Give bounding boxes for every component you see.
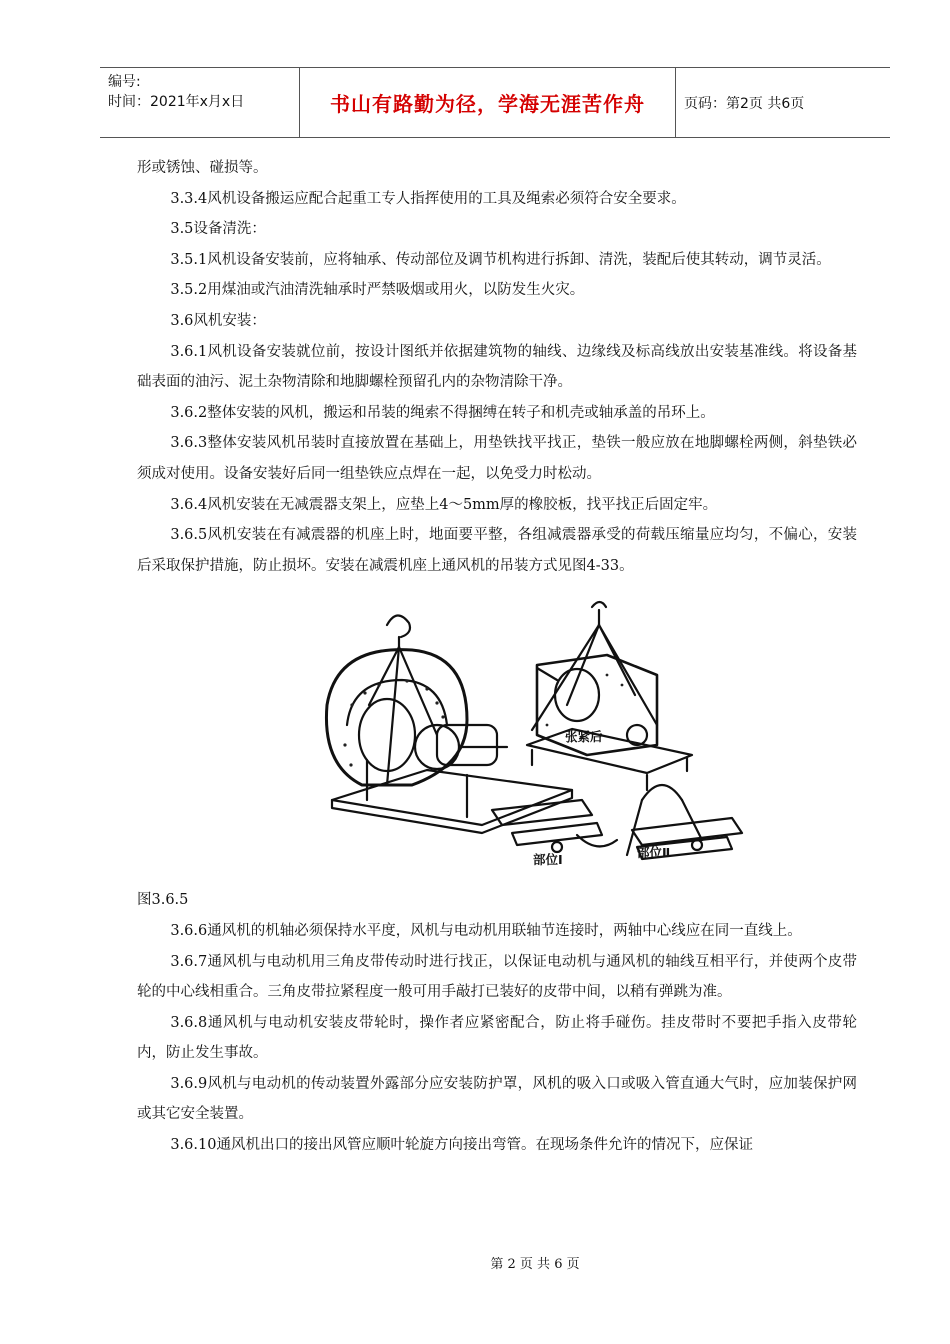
header-meta bbox=[100, 68, 300, 137]
page-footer: 第 2 页 共 6 页 bbox=[490, 1257, 580, 1272]
document-body bbox=[137, 153, 857, 1161]
paragraph: 3.5.1风机设备安装前，应将轴承、传动部位及调节机构进行拆卸、清洗，装配后使其转动，调节灵活。 bbox=[170, 251, 831, 268]
time-label: 时间：2021年x月x日 bbox=[108, 94, 245, 110]
paragraph: 形或锈蚀、碰损等。 bbox=[137, 160, 268, 176]
paragraph: 3.6.6通风机的机轴必须保持水平度，风机与电动机用联轴节连接时，两轴中心线应在同一直线上。 bbox=[170, 922, 802, 939]
paragraph: 3.6.5风机安装在有减震器的机座上时，地面要平整，各组减震器承受的荷载压缩量应均匀，不偏心，安装后采取保护措施，防止损坏。安装在减震机座上通风机的吊装方式见图4-33。 bbox=[137, 527, 857, 574]
figure-label-part1: 部位Ⅰ bbox=[533, 852, 563, 868]
figure-label-tension: 张紧后 bbox=[565, 729, 603, 745]
section-heading: 3.5设备清洗： bbox=[170, 221, 266, 238]
section-heading: 3.6风机安装： bbox=[170, 312, 266, 329]
figure-label-part2: 部位Ⅱ bbox=[637, 845, 671, 861]
paragraph: 3.6.3整体安装风机吊装时直接放置在基础上，用垫铁找平找正，垫铁一般应放在地脚螺栓两侧，斜垫铁必须成对使用。设备安装好后同一组垫铁应点焊在一起，以免受力时松动。 bbox=[137, 435, 857, 482]
paragraph: 3.6.9风机与电动机的传动装置外露部分应安装防护罩，风机的吸入口或吸入管直通大气时，应加装保护网或其它安全装置。 bbox=[137, 1075, 857, 1123]
paragraph: 3.6.7通风机与电动机用三角皮带传动时进行找正，以保证电动机与通风机的轴线互相平行，并使两个皮带轮的中心线相重合。三角皮带拉紧程度一般可用手敲打已装好的皮带中间，以稍有弹跳为准。 bbox=[137, 953, 857, 1001]
fan-hoisting-illustration bbox=[137, 585, 857, 885]
figure-caption: 图3.6.5 bbox=[137, 892, 189, 909]
paragraph: 3.5.2用煤油或汽油清洗轴承时严禁吸烟或用火，以防发生火灾。 bbox=[170, 282, 585, 299]
paragraph: 3.6.8通风机与电动机安装皮带轮时，操作者应紧密配合，防止将手碰伤。挂皮带时不要把手指入皮带轮内，防止发生事故。 bbox=[137, 1014, 857, 1062]
paragraph: 3.6.1风机设备安装就位前，按设计图纸并依据建筑物的轴线、边缘线及标高线放出安装基准线。将设备基础表面的油污、泥土杂物清除和地脚螺栓预留孔内的杂物清除干净。 bbox=[137, 343, 857, 391]
page-header bbox=[100, 67, 890, 138]
page-count: 页码：第2页 共6页 bbox=[684, 95, 805, 112]
paragraph: 3.6.10通风机出口的接出风管应顺叶轮旋方向接出弯管。在现场条件允许的情况下，应保证 bbox=[170, 1137, 753, 1154]
fan-hoisting-figure bbox=[137, 585, 857, 885]
paragraph: 3.3.4风机设备搬运应配合起重工专人指挥使用的工具及绳索必须符合安全要求。 bbox=[170, 190, 686, 207]
header-motto: 书山有路勤为径，学海无涯苦作舟 bbox=[300, 68, 676, 137]
code-label: 编号: bbox=[108, 74, 141, 90]
paragraph: 3.6.2整体安装的风机，搬运和吊装的绳索不得捆缚在转子和机壳或轴承盖的吊环上。 bbox=[170, 404, 715, 421]
paragraph: 3.6.4风机安装在无减震器支架上，应垫上4～5mm厚的橡胶板，找平找正后固定牢。 bbox=[170, 496, 718, 513]
